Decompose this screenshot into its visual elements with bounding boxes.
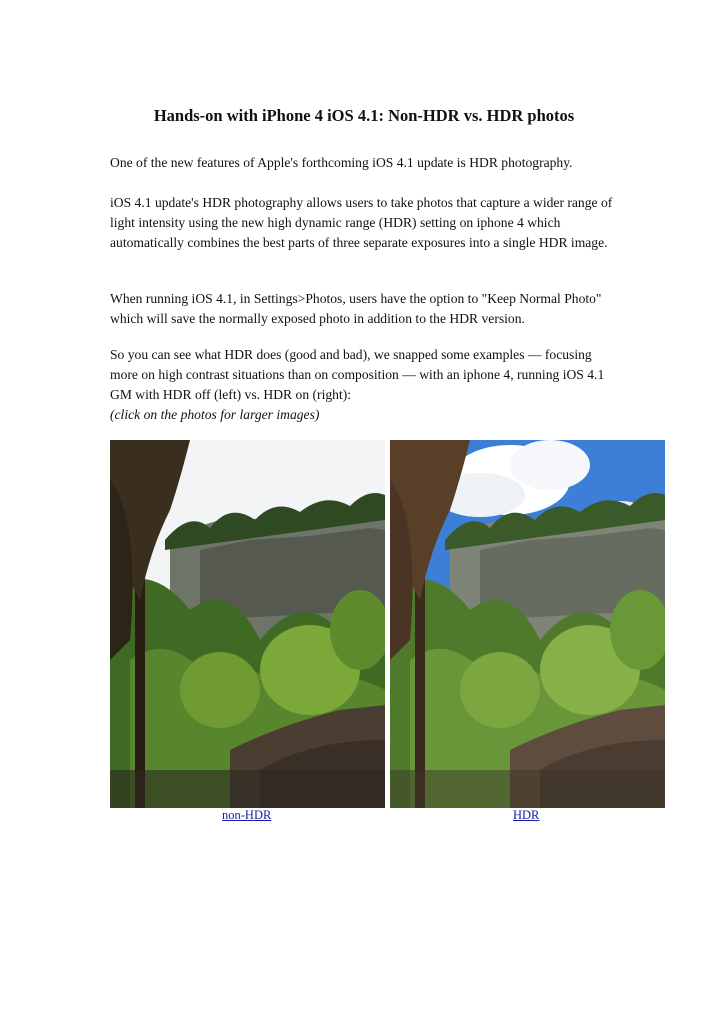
hdr-photo[interactable]	[390, 440, 665, 808]
non-hdr-caption-link[interactable]: non-HDR	[222, 808, 272, 822]
non-hdr-photo[interactable]	[110, 440, 385, 808]
paragraph-intro: One of the new features of Apple's forthcoming iOS 4.1 update is HDR photography.	[110, 155, 573, 170]
paragraph-examples: So you can see what HDR does (good and bad), we snapped some examples — focusing more on high contrast situations than on composition — with an iphone 4, running iOS 4.1 GM with HDR off (left) vs. HDR on (right):	[110, 347, 605, 402]
click-note: (click on the photos for larger images)	[110, 407, 320, 422]
paragraph-hdr-description: iOS 4.1 update's HDR photography allows users to take photos that capture a wider range of light intensity using the new high dynamic range (HDR) setting on iphone 4 which automatically combines the best parts of three separate exposures into a single HDR image.	[110, 195, 613, 250]
hdr-caption-link[interactable]: HDR	[513, 808, 540, 822]
non-hdr-photo-image	[110, 440, 385, 808]
page-title: Hands-on with iPhone 4 iOS 4.1: Non-HDR vs. HDR photos	[153, 106, 575, 125]
hdr-photo-image	[390, 440, 665, 808]
paragraph-settings: When running iOS 4.1, in Settings>Photos, users have the option to "Keep Normal Photo" which will save the normally exposed photo in addition to the HDR version.	[110, 291, 602, 326]
